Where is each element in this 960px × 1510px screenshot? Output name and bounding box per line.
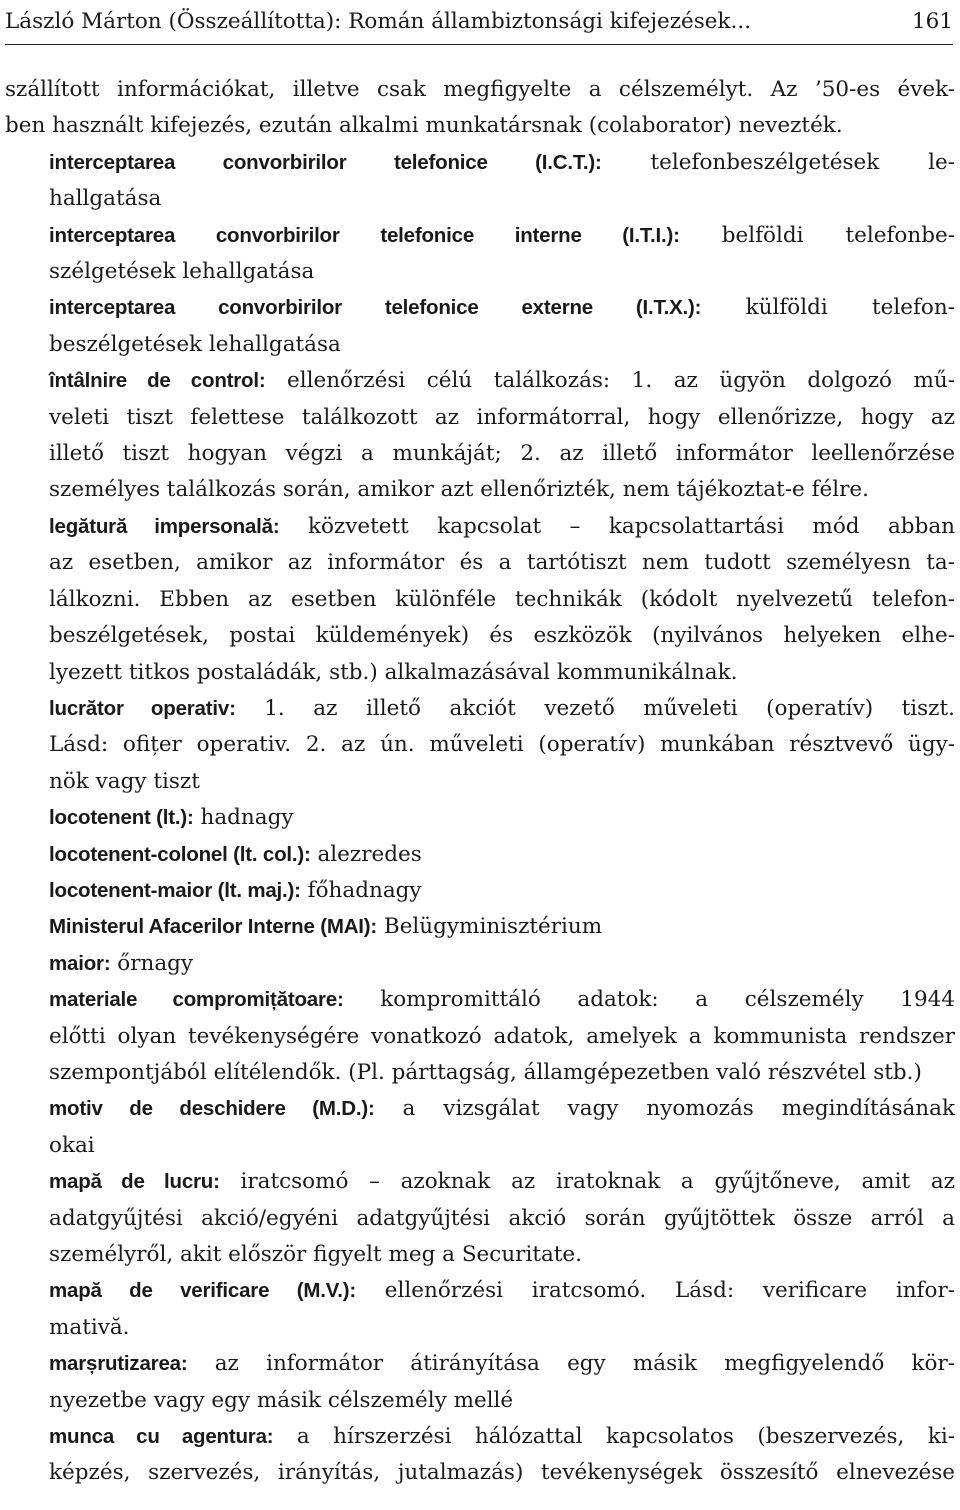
entry-definition: belföldi telefonbe- xyxy=(679,222,955,248)
entry-munca-cu-agentura xyxy=(5,1419,955,1492)
entry-definition: hadnagy xyxy=(193,805,294,831)
text-line: nyezetbe vagy egy másik célszemély mellé xyxy=(49,1387,514,1413)
text-line: mativă. xyxy=(49,1314,130,1340)
entry-term: legătură impersonală: xyxy=(49,514,280,538)
header-title: László Márton (Összeállította): Román állambiztonsági kifejezések... xyxy=(5,9,752,34)
entry-mapa-de-verificare xyxy=(5,1273,955,1346)
text-line: személyes találkozás során, amikor azt ellenőrizték, nem tájékoztat-e félre. xyxy=(49,477,869,503)
entry-definition: iratcsomó – azoknak az iratoknak a gyűjtőneve, amit az xyxy=(219,1169,956,1195)
entry-term: locotenent (lt.): xyxy=(49,806,194,830)
entry-marsrutizarea xyxy=(5,1346,955,1419)
entry-term: materiale compromițătoare: xyxy=(49,988,344,1012)
entry-term: interceptarea convorbirilor telefonice (I.C.T.): xyxy=(49,150,602,174)
entry-definition: külföldi telefon- xyxy=(701,295,955,321)
entry-itx xyxy=(5,290,955,363)
entry-definition: alezredes xyxy=(310,841,422,867)
page-body xyxy=(5,72,955,1492)
entry-lucrator-operativ xyxy=(5,691,955,800)
entry-definition: főhadnagy xyxy=(300,877,422,903)
text-line: képzés, szervezés, irányítás, jutalmazás) tevékenységek összesítő elnevezése xyxy=(49,1460,955,1486)
text-line: Lásd: ofițer operativ. 2. az ún. műveleti (operatív) munkában résztvevő ügy- xyxy=(49,732,955,758)
text-line: szélgetések lehallgatása xyxy=(49,259,315,285)
entry-mai xyxy=(5,909,955,945)
text-line: az esetben, amikor az informátor és a tartótiszt nem tudott személyesn ta- xyxy=(49,550,955,576)
entry-locotenent-maior xyxy=(5,873,955,909)
entry-term: Ministerul Afacerilor Interne (MAI): xyxy=(49,915,378,939)
entry-term: interceptarea convorbirilor telefonice externe (I.T.X.): xyxy=(49,296,702,320)
entry-term: mapă de verificare (M.V.): xyxy=(49,1279,357,1303)
entry-materiale-compromitatoare xyxy=(5,982,955,1091)
text-line: hallgatása xyxy=(49,186,162,212)
entry-locotenent-colonel xyxy=(5,837,955,873)
entry-term: munca cu agentura: xyxy=(49,1425,274,1449)
text-line: szállított információkat, illetve csak megfigyelte a célszemélyt. Az ’50-es évek- xyxy=(5,77,955,102)
entry-term: interceptarea convorbirilor telefonice interne (I.T.I.): xyxy=(49,223,680,247)
entry-term: mapă de lucru: xyxy=(49,1170,220,1194)
text-line: illető tiszt hogyan végzi a munkáját; 2. az illető informátor leellenőrzése xyxy=(49,441,955,467)
text-line: veleti tiszt felettese találkozott az informátorral, hogy ellenőrizze, hogy az xyxy=(49,404,955,430)
text-line: személyről, akit először figyelt meg a Securitate. xyxy=(49,1242,582,1267)
entry-mapa-de-lucru xyxy=(5,1164,955,1273)
entry-definition: ellenőrzési célú találkozás: 1. az ügyön dolgozó mű- xyxy=(265,368,955,394)
entry-term: întâlnire de control: xyxy=(49,369,266,393)
text-line: ben használt kifejezés, ezután alkalmi munkatársnak (colaborator) nevezték. xyxy=(5,113,843,139)
text-line: beszélgetések lehallgatása xyxy=(49,331,341,357)
text-line: adatgyűjtési akció/egyéni adatgyűjtési akció során gyűjtöttek össze arról a xyxy=(49,1205,955,1231)
entry-definition: a vizsgálat vagy nyomozás megindításának xyxy=(374,1096,955,1122)
text-line: lyezett titkos postaládák, stb.) alkalmazásával kommunikálnak. xyxy=(49,659,738,685)
running-header xyxy=(5,4,953,45)
text-line: szempontjából elítélendők. (Pl. párttagság, államgépezetben való részvétel stb.) xyxy=(49,1059,922,1085)
text-line: előtti olyan tevékenységére vonatkozó adatok, amelyek a kommunista rendszer xyxy=(49,1023,955,1049)
entry-term: marșrutizarea: xyxy=(49,1352,188,1376)
entry-definition: az informátor átirányítása egy másik megfigyelendő kör- xyxy=(187,1351,955,1377)
entry-term: maior: xyxy=(49,951,111,975)
entry-definition: telefonbeszélgetések le- xyxy=(601,149,956,175)
entry-term: lucrător operativ: xyxy=(49,696,236,720)
entry-iti xyxy=(5,218,955,291)
entry-maior xyxy=(5,946,955,982)
entry-term: motiv de deschidere (M.D.): xyxy=(49,1097,375,1121)
entry-term: locotenent-maior (lt. maj.): xyxy=(49,878,301,902)
entry-definition: Belügyminisztérium xyxy=(377,914,603,940)
entry-definition: őrnagy xyxy=(110,950,194,976)
entry-ict xyxy=(5,145,955,218)
entry-term: locotenent-colonel (lt. col.): xyxy=(49,842,311,866)
entry-locotenent xyxy=(5,800,955,836)
page-number: 161 xyxy=(911,9,953,34)
text-line: lálkozni. Ebben az esetben különféle technikák (kódolt nyelvezetű telefon- xyxy=(49,586,955,612)
entry-definition: közvetett kapcsolat – kapcsolattartási mód abban xyxy=(279,513,956,539)
entry-definition: a hírszerzési hálózattal kapcsolatos (beszervezés, ki- xyxy=(273,1424,955,1450)
entry-motiv-de-deschidere xyxy=(5,1091,955,1164)
text-line: beszélgetések, postai küldemények) és eszközök (nyilvános helyeken elhe- xyxy=(49,623,955,649)
paragraph-continuation xyxy=(5,72,955,145)
text-line: okai xyxy=(49,1132,95,1158)
entry-definition: kompromittáló adatok: a célszemély 1944 xyxy=(343,987,955,1013)
text-line: nök vagy tiszt xyxy=(49,768,200,794)
entry-definition: 1. az illető akciót vezető műveleti (operatív) tiszt. xyxy=(235,695,955,721)
entry-definition: ellenőrzési iratcsomó. Lásd: verificare infor- xyxy=(356,1278,955,1304)
entry-legatura-impersonala xyxy=(5,509,955,691)
entry-intalnire-de-control xyxy=(5,363,955,509)
